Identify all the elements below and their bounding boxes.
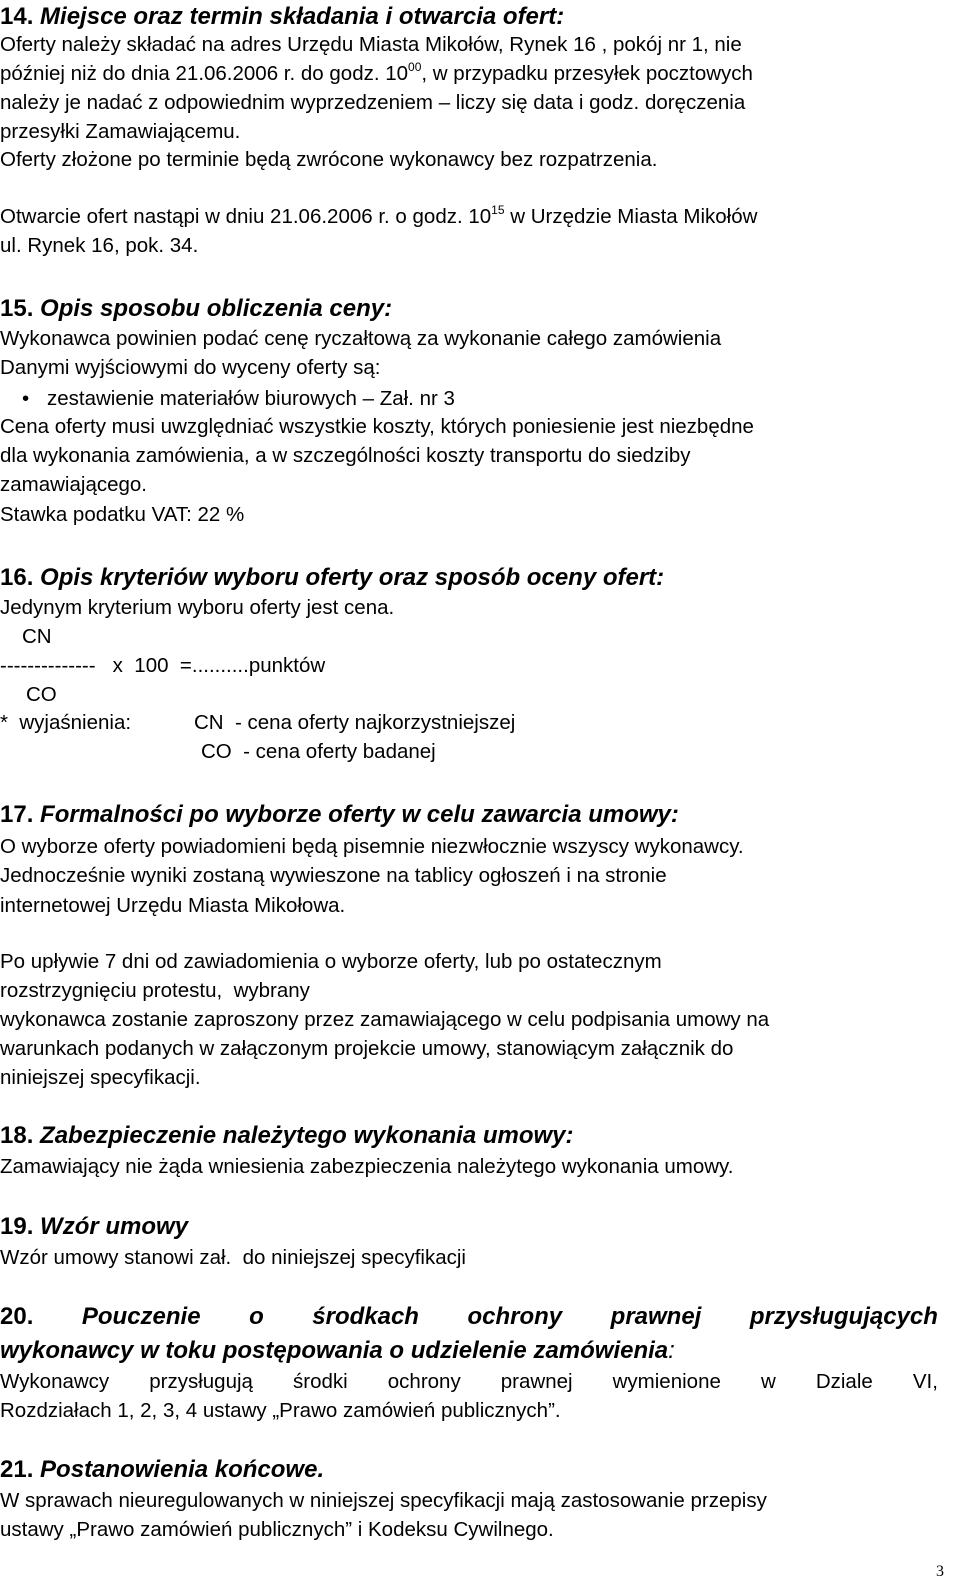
s17-line-1: O wyborze oferty powiadomieni będą pisemnie niezwłocznie wszyscy wykonawcy.: [0, 835, 744, 858]
s15-line-2: Danymi wyjściowymi do wyceny oferty są:: [0, 356, 381, 379]
bullet-icon: •: [22, 387, 30, 410]
s15-line-6: Stawka podatku VAT: 22 %: [0, 503, 245, 526]
formula-numerator: CN: [22, 625, 52, 648]
s17-line-8: niniejszej specyfikacji.: [0, 1066, 201, 1089]
page-number: 3: [936, 1563, 944, 1580]
section-19-heading: 19. Wzór umowy: [0, 1213, 189, 1240]
section-20-heading-line-1: 20. Pouczenie o środkach ochrony prawnej przysługujących: [0, 1303, 938, 1330]
s17-line-6: wykonawca zostanie zaproszony przez zamawiającego w celu podpisania umowy na: [0, 1008, 770, 1031]
s14-line-2: później niż do dnia 21.06.2006 r. do godz. $10^{00}$, w przypadku przesyłek pocztowych: [0, 60, 753, 85]
section-15-heading: 15. Opis sposobu obliczenia ceny:: [0, 295, 393, 322]
s17-line-5: rozstrzygnięciu protestu, wybrany: [0, 979, 310, 1002]
s19-line-1: Wzór umowy stanowi zał. do niniejszej specyfikacji: [0, 1246, 466, 1269]
s18-line-1: Zamawiający nie żąda wniesienia zabezpieczenia należytego wykonania umowy.: [0, 1155, 734, 1178]
s15-line-3: Cena oferty musi uwzględniać wszystkie koszty, których poniesienie jest niezbędne: [0, 415, 754, 438]
section-17-heading: 17. Formalności po wyborze oferty w celu zawarcia umowy:: [0, 801, 679, 828]
s14-line-6: Otwarcie ofert nastąpi w dniu 21.06.2006 r. o godz. $10^{15}$ w Urzędzie Miasta Mikołów: [0, 203, 758, 228]
document-page: 14. Miejsce oraz termin składania i otwarcia ofert: Oferty należy składać na adres Urzędu Miasta Mikołów, Rynek 16 , pokój nr 1, nie później niż do dnia 21.06.2006 r. do godz. $10^{00}$, w przypadku przesyłek pocztowych należy je nadać z odpowiednim wyprzedzeniem – liczy się data i godz. doręczenia przesyłki Zamawiającemu. Oferty złożone po terminie będą zwrócone wykonawcy bez rozpatrzenia. Otwarcie ofert nastąpi w dniu 21.06.2006 r. o godz. $10^{15}$ w Urzędzie Miasta Mikołów ul. Rynek 16, pok. 34. 15. Opis sposobu obliczenia ceny: Wykonawca powinien podać cenę ryczałtową za wykonanie całego zamówienia Danymi wyjściowymi do wyceny oferty są: • zestawienie materiałów biurowych – Zał. nr 3 Cena oferty musi uwzględniać wszystkie koszty, których poniesienie jest niezbędne dla wykonania zamówienia, a w szczególności koszty transportu do siedziby zamawiającego. Stawka podatku VAT: 22 % 16. Opis kryteriów wyboru oferty oraz sposób oceny ofert: Jedynym kryterium wyboru oferty jest cena. CN -------------- x 100 =..........punktów CO * wyjaśnienia: CN - cena oferty najkorzystniejszej CO - cena oferty badanej 17. Formalności po wyborze oferty w celu zawarcia umowy: O wyborze oferty powiadomieni będą pisemnie niezwłocznie wszyscy wykonawcy. Jednocześnie wyniki zostaną wywieszone na tablicy ogłoszeń i na stronie internetowej Urzędu Miasta Mikołowa. Po upływie 7 dni od zawiadomienia o wyborze oferty, lub po ostatecznym rozstrzygnięciu protestu, wybrany wykonawca zostanie zaproszony przez zamawiającego w celu podpisania umowy na warunkach podanych w załączonym projekcie umowy, stanowiącym załącznik do niniejszej specyfikacji. 18. Zabezpieczenie należytego wykonania umowy: Zamawiający nie żąda wniesienia zabezpieczenia należytego wykonania umowy. 19. Wzór umowy Wzór umowy stanowi zał. do niniejszej specyfikacji 20. Pouczenie o środkach ochrony prawnej przysługujących wykonawcy w toku postępowania o udzielenie zamówienia: Wykonawcy przysługują środki ochrony prawnej wymienione w Dziale VI, Rozdziałach 1, 2, 3, 4 ustawy „Prawo zamówień publicznych”. 21. Postanowienia końcowe. W sprawach nieuregulowanych w niniejszej specyfikacji mają zastosowanie przepisy ustawy „Prawo zamówień publicznych” i Kodeksu Cywilnego. 3: [0, 3, 944, 1580]
section-21-heading: 21. Postanowienia końcowe.: [0, 1456, 325, 1483]
s16-line-1: Jedynym kryterium wyboru oferty jest cena.: [0, 596, 395, 619]
section-20-heading-line-2: wykonawcy w toku postępowania o udzielenie zamówienia:: [0, 1337, 675, 1364]
s20-line-1: Wykonawcy przysługują środki ochrony prawnej wymienione w Dziale VI,: [0, 1370, 938, 1393]
explanation-co: CO - cena oferty badanej: [201, 740, 436, 763]
s17-line-4: Po upływie 7 dni od zawiadomienia o wyborze oferty, lub po ostatecznym: [0, 950, 662, 973]
s14-line-5: Oferty złożone po terminie będą zwrócone wykonawcy bez rozpatrzenia.: [0, 148, 658, 171]
s17-line-2: Jednocześnie wyniki zostaną wywieszone na tablicy ogłoszeń i na stronie: [0, 864, 667, 887]
s20-line-2: Rozdziałach 1, 2, 3, 4 ustawy „Prawo zamówień publicznych”.: [0, 1399, 561, 1422]
section-14-heading: 14. Miejsce oraz termin składania i otwarcia ofert:: [0, 3, 565, 30]
explanation-label: * wyjaśnienia:: [0, 711, 132, 734]
s15-line-5: zamawiającego.: [0, 473, 147, 496]
s17-line-7: warunkach podanych w załączonym projekcie umowy, stanowiącym załącznik do: [0, 1037, 734, 1060]
s14-line-4: przesyłki Zamawiającemu.: [0, 120, 241, 143]
s17-line-3: internetowej Urzędu Miasta Mikołowa.: [0, 894, 346, 917]
explanation-cn: CN - cena oferty najkorzystniejszej: [194, 711, 516, 734]
formula-line: -------------- x 100 =..........punktów: [0, 654, 326, 677]
s14-line-1: Oferty należy składać na adres Urzędu Miasta Mikołów, Rynek 16 , pokój nr 1, nie: [0, 33, 742, 56]
section-18-heading: 18. Zabezpieczenie należytego wykonania umowy:: [0, 1122, 574, 1149]
s15-line-4: dla wykonania zamówienia, a w szczególności koszty transportu do siedziby: [0, 444, 691, 467]
section-16-heading: 16. Opis kryteriów wyboru oferty oraz sposób oceny ofert:: [0, 564, 665, 591]
s14-line-7: ul. Rynek 16, pok. 34.: [0, 234, 199, 257]
s21-line-2: ustawy „Prawo zamówień publicznych” i Kodeksu Cywilnego.: [0, 1518, 554, 1541]
formula-denominator: CO: [26, 683, 57, 706]
s14-line-3: należy je nadać z odpowiednim wyprzedzeniem – liczy się data i godz. doręczenia: [0, 91, 746, 114]
s15-line-1: Wykonawca powinien podać cenę ryczałtową za wykonanie całego zamówienia: [0, 327, 722, 350]
s21-line-1: W sprawach nieuregulowanych w niniejszej specyfikacji mają zastosowanie przepisy: [0, 1489, 767, 1512]
